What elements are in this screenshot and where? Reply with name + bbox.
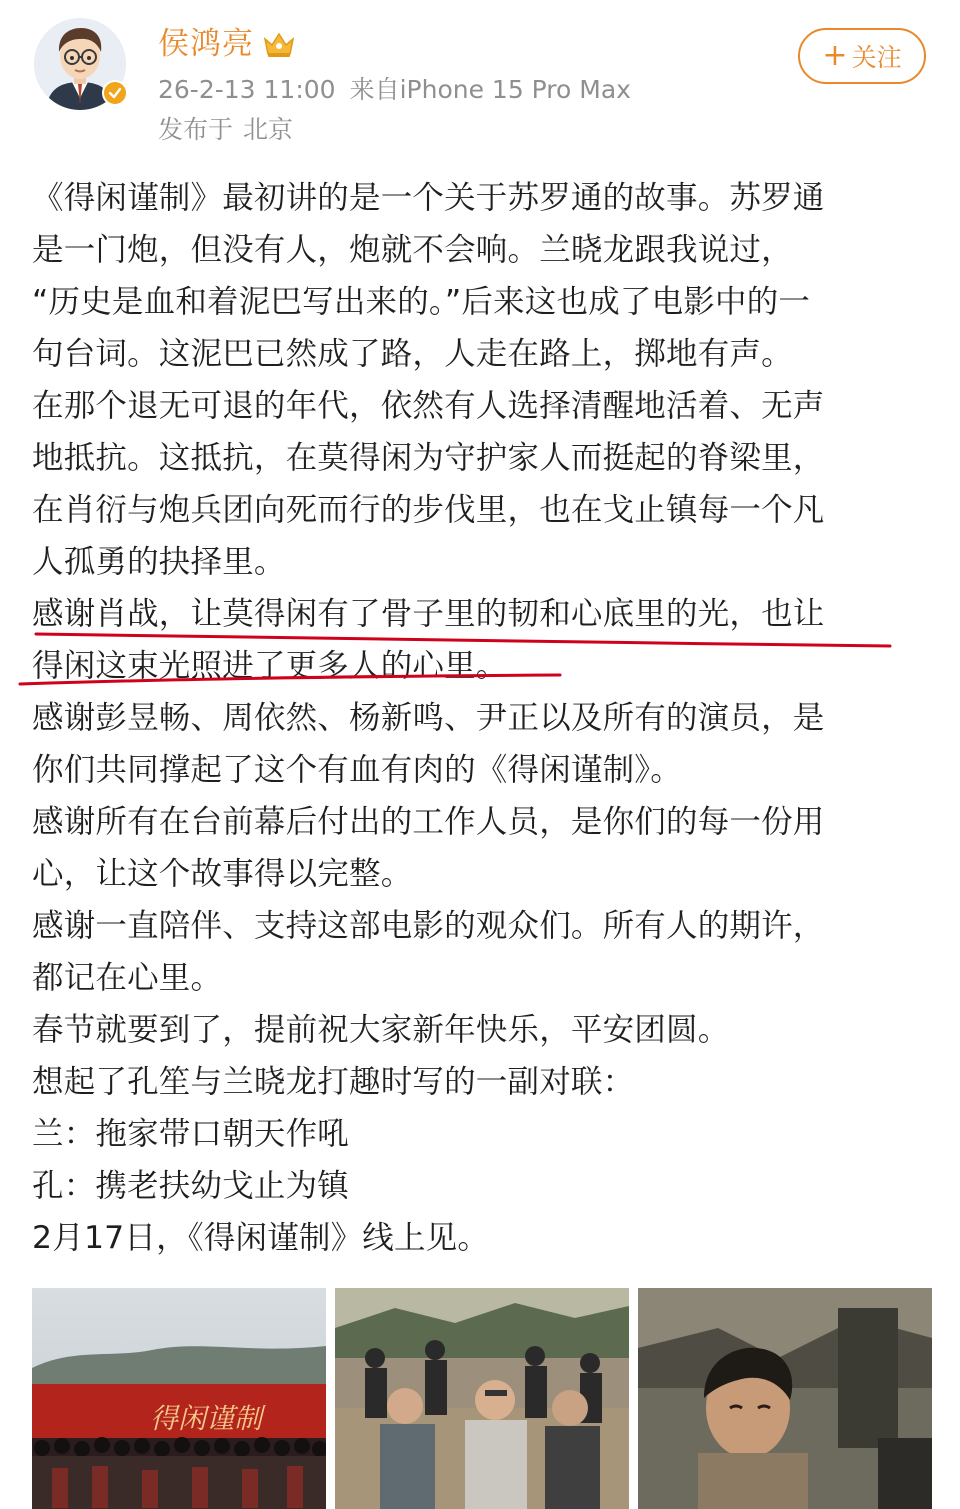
post-text-line: 2月17日，《得闲谨制》线上见。	[32, 1220, 490, 1256]
post-text-line: 都记在心里。	[32, 960, 223, 996]
plus-icon: +	[822, 38, 848, 73]
post-text-line: 是一门炮，但没有人，炮就不会响。兰晓龙跟我说过，	[32, 232, 793, 268]
post-text-line: 人孤勇的抉择里。	[32, 544, 286, 580]
location-value: 北京	[243, 115, 294, 144]
location-label: 发布于	[158, 115, 234, 144]
post-location	[158, 114, 293, 146]
post-text-line: 你们共同撑起了这个有血有肉的《得闲谨制》。	[32, 752, 682, 788]
post-meta	[158, 74, 631, 106]
post-timestamp: 26-2-13 11:00	[158, 75, 336, 104]
gallery-image-actor-still[interactable]	[638, 1288, 932, 1509]
post-text-line: 兰：拖家带口朝天作吼	[32, 1116, 350, 1152]
banner-text: 得闲谨制	[150, 1402, 263, 1435]
post-text-line: 春节就要到了，提前祝大家新年快乐，平安团圆。	[32, 1012, 730, 1048]
post-text-line-highlighted: 感谢肖战，让莫得闲有了骨子里的韧和心底里的光，也让	[32, 596, 825, 632]
username-row	[158, 24, 296, 64]
post-header	[0, 0, 960, 160]
avatar[interactable]	[34, 18, 126, 110]
post-text-line: 想起了孔笙与兰晓龙打趣时写的一副对联：	[32, 1064, 635, 1100]
post-text-line: 在肖衍与炮兵团向死而行的步伐里，也在戈止镇每一个凡	[32, 492, 825, 528]
post-text-line: 地抵抗。这抵抗，在莫得闲为守护家人而挺起的脊梁里，	[32, 440, 825, 476]
verified-icon	[102, 80, 128, 106]
post-text-line: 孔：携老扶幼戈止为镇	[32, 1168, 350, 1204]
follow-label: 关注	[851, 43, 902, 72]
post-text-line: 心，让这个故事得以完整。	[32, 856, 413, 892]
post-text-line: 《得闲谨制》最初讲的是一个关于苏罗通的故事。苏罗通	[32, 180, 825, 216]
post-source: 来自iPhone 15 Pro Max	[349, 75, 631, 104]
image-gallery	[32, 1288, 932, 1509]
post-text-line: “历史是血和着泥巴写出来的。”后来这也成了电影中的一	[32, 284, 811, 320]
post-text-line: 在那个退无可退的年代，依然有人选择清醒地活着、无声	[32, 388, 825, 424]
follow-button[interactable]	[798, 28, 926, 84]
post-text-line: 感谢一直陪伴、支持这部电影的观众们。所有人的期许，	[32, 908, 825, 944]
gallery-image-film-set[interactable]	[335, 1288, 629, 1509]
username[interactable]: 侯鸿亮	[158, 26, 254, 62]
post-body	[32, 172, 932, 1264]
gallery-image-premiere[interactable]	[32, 1288, 326, 1509]
post-text-line: 感谢彭昱畅、周依然、杨新鸣、尹正以及所有的演员，是	[32, 700, 825, 736]
post-text-line-highlighted: 得闲这束光照进了更多人的心里。	[32, 648, 508, 684]
post-text-line: 句台词。这泥巴已然成了路，人走在路上，掷地有声。	[32, 336, 793, 372]
vip-crown-icon	[262, 29, 296, 59]
post-text-line: 感谢所有在台前幕后付出的工作人员，是你们的每一份用	[32, 804, 825, 840]
